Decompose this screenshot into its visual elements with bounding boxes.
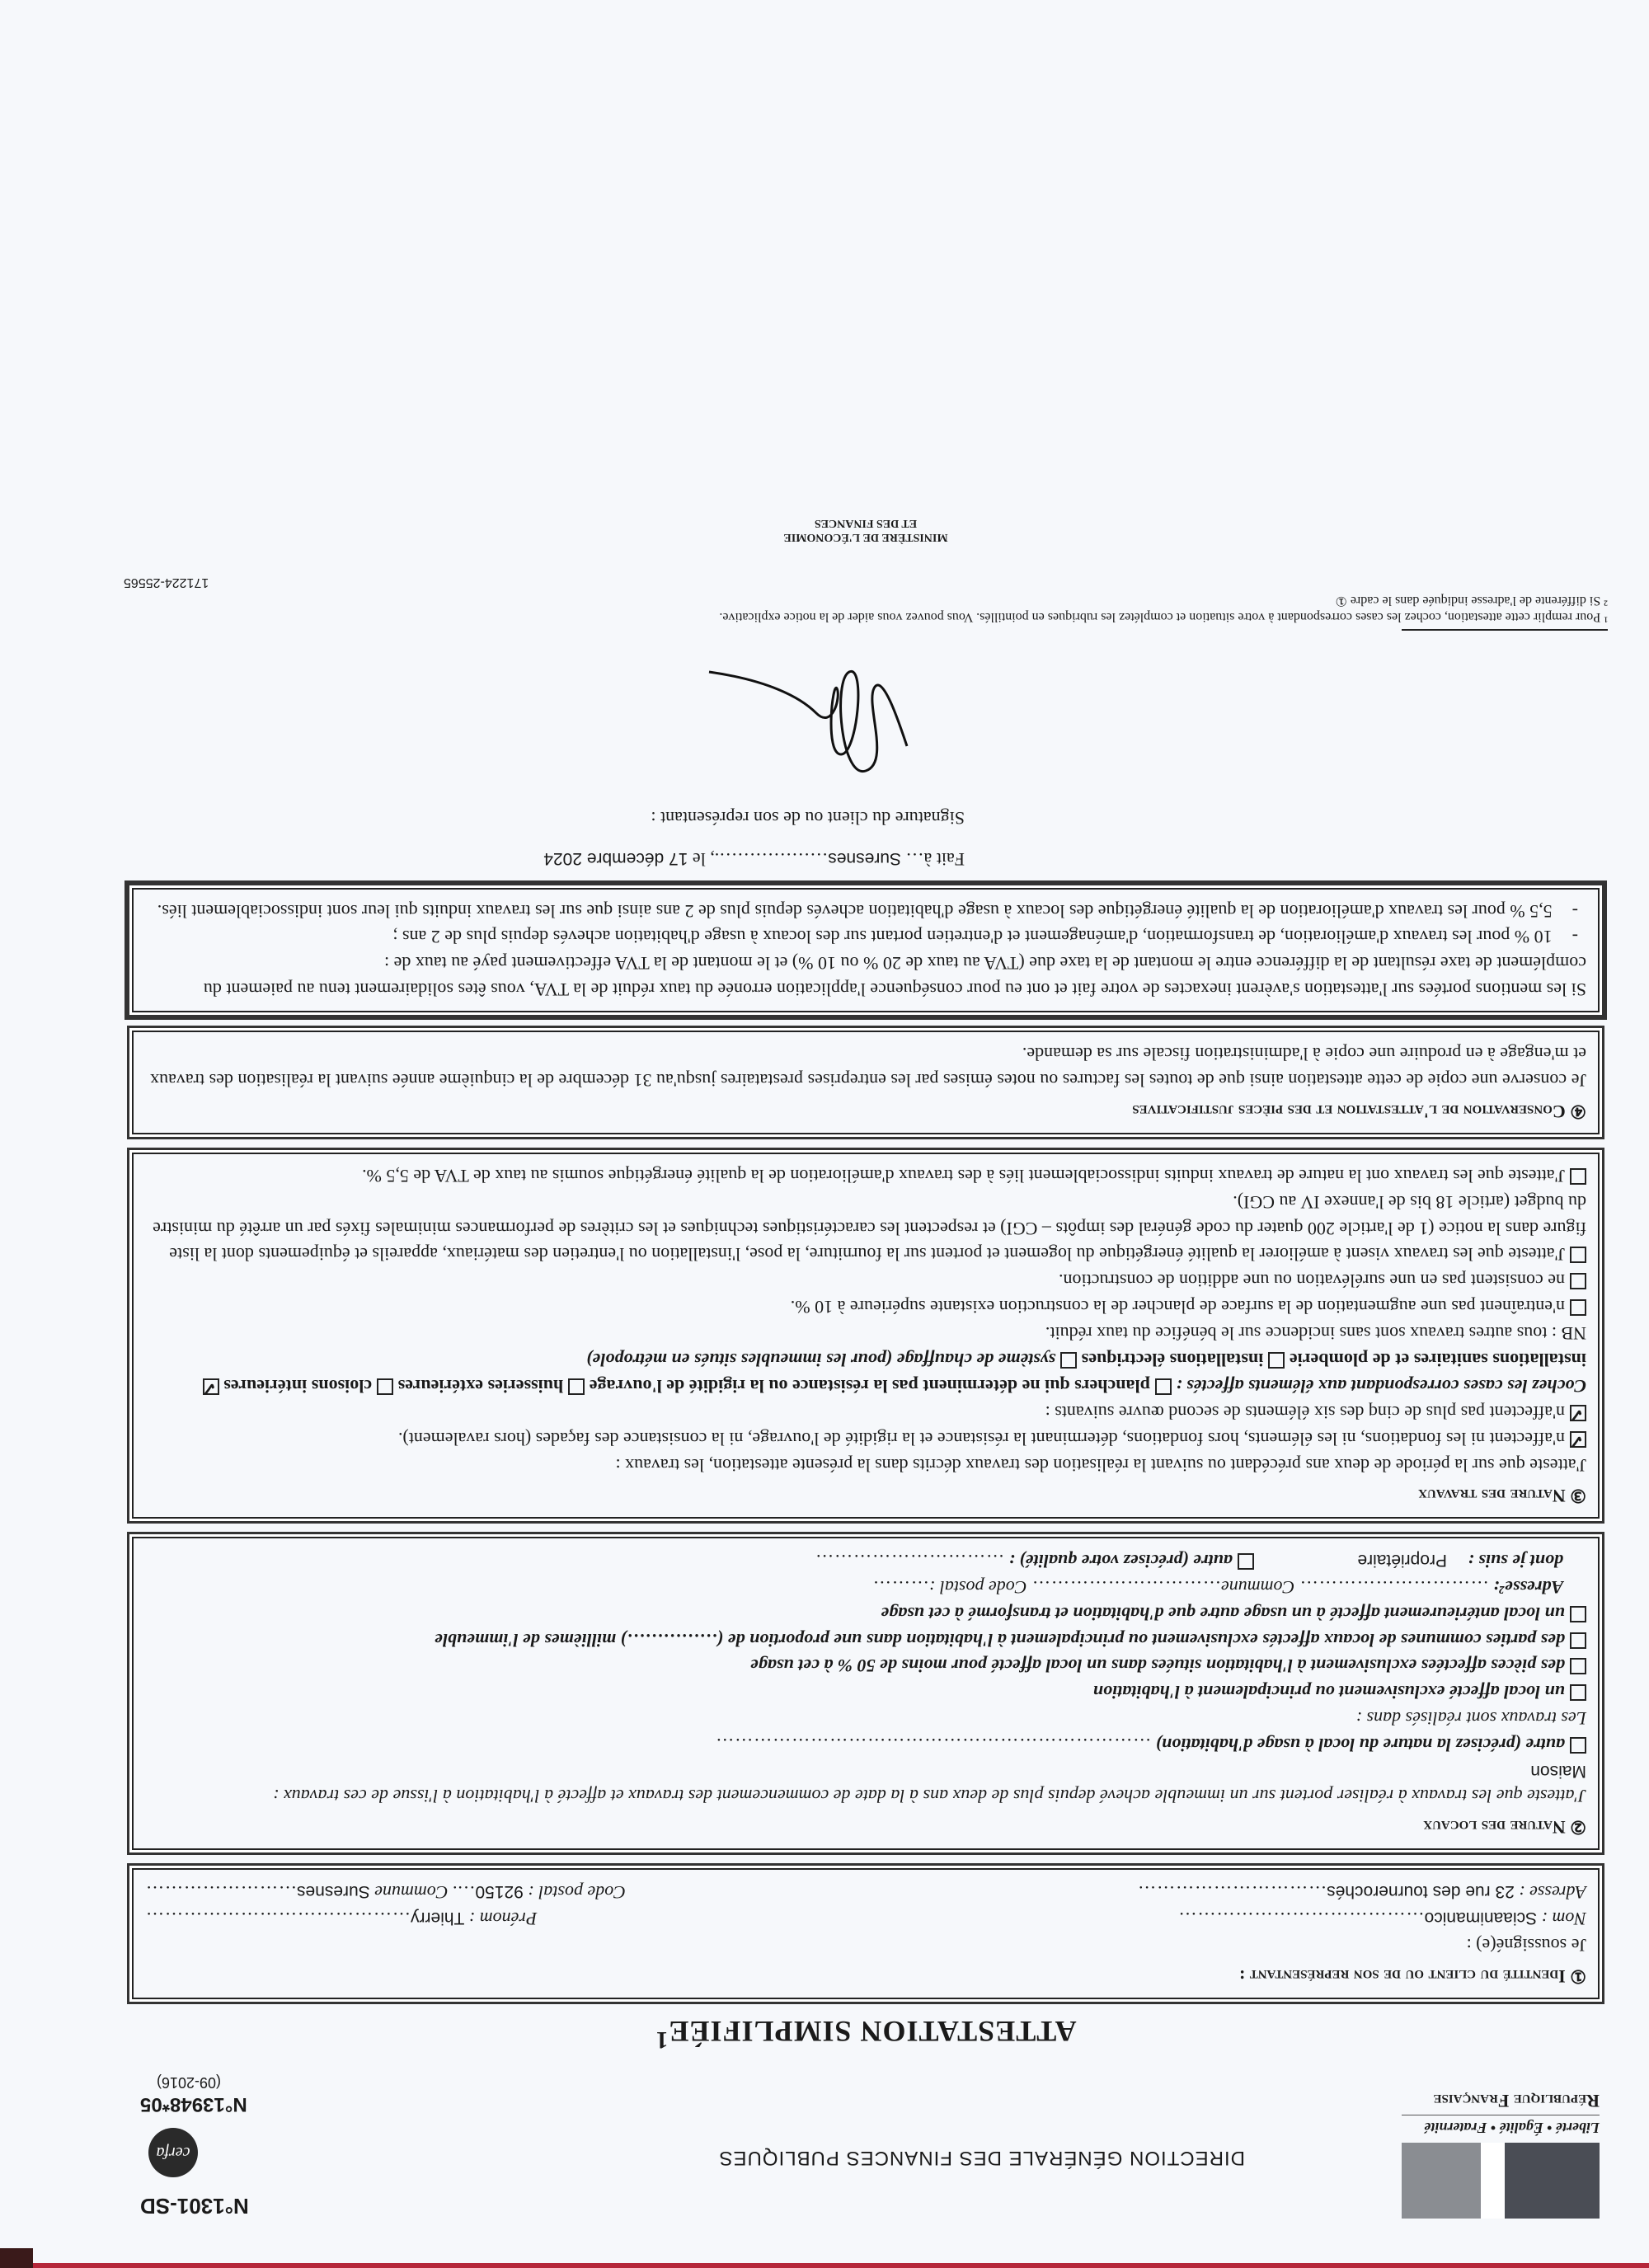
local-option [145,1679,1586,1705]
local-option-checkbox[interactable] [1570,1632,1586,1649]
section2-intro: J'atteste que les travaux à réaliser portent sur un immeuble achevé depuis plus de deux ans à la date de commencement des travaux et affecté à l'habitation à l'issue de ces travaux : [273,1786,1586,1807]
date-field[interactable]: 17 décembre 2024 [543,848,688,868]
local-option-label: des parties communes de locaux affectés exclusivement ou principalement à l'habitation dans une proportion de (……………) millièmes de l'immeuble [435,1629,1565,1651]
form-version: (09-2016) [157,2074,222,2091]
travaux-item [145,1399,1586,1425]
element-label: installations sanitaires et de plomberie [1289,1350,1586,1370]
date-label: le [692,848,706,870]
code-postal2-label: Code postal : [928,1576,1027,1598]
travaux-dans-label: Les travaux sont réalisés dans : [1355,1708,1586,1730]
travaux-item-checkbox[interactable] [1570,1299,1586,1316]
form-number: N°1301-SD [140,2194,249,2219]
footnote-2: ² Si différente de l'adresse indiquée dans le cadre ① [1335,593,1608,608]
autre-local-label: autre (précisez la nature du local à usage d'habitation) [1155,1735,1565,1756]
element-label: huisseries extérieures [397,1375,564,1397]
element-checkbox-huisseries[interactable] [568,1378,585,1395]
local-option-checkbox[interactable] [1570,1658,1586,1674]
prenom-field[interactable]: Thierry [411,1909,465,1928]
local-option [145,1627,1586,1653]
commune2-label: Commune [1220,1576,1295,1598]
page-title [124,2014,1608,2054]
travaux-item-checkbox[interactable] [1570,1273,1586,1289]
travaux-item-label: n'entraînent pas une augmentation de la surface de plancher de la construction existante supérieure à 10 %. [790,1297,1565,1318]
element-label: installations électriques [1081,1350,1264,1370]
signature-area [124,655,1608,870]
section1-title: ① Identité du client ou de son représentant : [1238,1966,1586,1987]
warning-bullet-text: 10 % pour les travaux d'amélioration, de transformation, d'aménagement et d'entretien portant sur des locaux à usage d'habitation achevés depuis plus de 2 ans ; [392,927,1553,948]
travaux-item [145,1294,1586,1320]
warning-bullet-text: 5,5 % pour les travaux d'amélioration de la qualité énergétique des locaux à usage d'habitation achevés depuis plus de 2 ans ainsi que sur les travaux induits qui leur sont indissociablement liés. [157,900,1553,922]
warning-bullet: - 10 % pour les travaux d'amélioration, de transformation, d'aménagement et d'entretien portant sur des locaux à usage d'habitation achevés depuis plus de 2 ans ; [145,924,1586,951]
cerfa-logo-icon: cerfa [148,2128,198,2177]
element-label: planchers qui ne déterminent pas la résistance ou la rigidité de l'ouvrage [589,1375,1150,1397]
ministere-line1: MINISTÈRE DE L'ÉCONOMIE [783,530,948,543]
travaux-item-label: ne consistent pas en une surélévation ou une addition de construction. [1058,1270,1565,1292]
nom-field[interactable]: Sciaanimanico [1424,1909,1538,1928]
warning-intro: Si les mentions portées sur l'attestation s'avèrent inexactes de votre fait et ont eu pour conséquence l'application erronée du taux réduit de la TVA, vous êtes solidairement tenu au paiement du complément de taxe résultant de la différence entre le montant de la taxe due (TVA au taux de 20 % ou 10 %) et le montant de la TVA effectivement payé au taux de : [203,953,1586,1001]
travaux-item-label: J'atteste que les travaux ont la nature de travaux induits indissociablement liés à des travaux d'amélioration de la qualité énergétique soumis au taux de TVA de 5,5 %. [362,1165,1565,1186]
section3-title: ③ Nature des travaux [1418,1486,1586,1507]
local-option-label: un local antérieurement affecté à un usage autre que d'habitation et transformé à cet usage [881,1603,1565,1624]
soussigne-label: Je soussigné(e) : [1466,1935,1586,1956]
signature-label: Signature du client ou de son représentant : [651,807,965,829]
element-label: cloisons intérieures [223,1375,373,1397]
section-nature-travaux [132,1153,1600,1519]
travaux-item-checkbox[interactable] [1570,1247,1586,1263]
warning-box [132,888,1600,1013]
section4-text: Je conserve une copie de cette attestation ainsi que de toutes les factures ou notes émises par les entreprises prestataires jusqu'au 31 décembre de la cinquième année suivant la réalisation des travaux et m'engage à en produire une copie à l'administration fiscale sur sa demande. [150,1044,1586,1091]
cochez-label: Cochez les cases correspondant aux éléments affectés : [1176,1375,1586,1397]
section3-intro: J'atteste que sur la période de deux ans précédant ou suivant la réalisation des travaux décrits dans la présente attestation, les travaux : [615,1454,1586,1476]
section-identite: ① Identité du client ou de son représentant : Je soussigné(e) : Nom : Sciaanimanico………………………………… Prénom : Thierry…………………………………… Adresse : 23 rue des tournerochés………………………… Code postal : 92150…. Commune Suresnes…………………… [132,1868,1600,1999]
element-checkbox-planchers[interactable] [1155,1378,1172,1395]
cerfa-number: N°13948*05 [140,2093,247,2115]
local-option [145,1600,1586,1627]
warning-bullet: - 5,5 % pour les travaux d'amélioration de la qualité énergétique des locaux à usage d'habitation achevés depuis plus de 2 ans ainsi que sur les travaux induits qui leur sont indissociablement liés. [145,898,1586,924]
travaux-item [145,1267,1586,1294]
direction-label: DIRECTION GÉNÉRALE DES FINANCES PUBLIQUES [718,2147,1245,2169]
qualite-field[interactable]: Propriétaire [1357,1550,1447,1570]
republique-name: République Française [1433,2091,1600,2111]
element-label: système de chauffage (pour les immeubles situés en métropole) [586,1350,1056,1370]
ministere-line2: ET DES FINANCES [814,516,918,529]
travaux-item-label: n'affectent pas plus de cinq des six éléments de second œuvre suivants : [1045,1402,1565,1423]
adresse2-field[interactable]: ………………………… [1299,1576,1489,1598]
code-postal-field[interactable]: 92150 [475,1881,524,1901]
travaux-item [145,1189,1586,1268]
local-option-checkbox[interactable] [1570,1606,1586,1622]
reference-code: 171224-25565 [124,575,209,589]
ministere-logo [124,515,1608,543]
element-checkbox-electriques[interactable] [1268,1352,1285,1369]
footnote-1: ¹ Pour remplir cette attestation, cochez les cases correspondant à votre situation et complétez les rubriques en pointillés. Vous pouvez vous aider de la notice explicative. [719,609,1608,624]
title-text: ATTESTATION SIMPLIFIÉE [668,2015,1077,2048]
autre-qualite-label: autre (précisez votre qualité) : [1008,1550,1233,1571]
form-header [124,2062,1608,2252]
fait-label: Fait à [923,848,965,870]
element-checkbox-chauffage[interactable] [1060,1352,1077,1369]
autre-local-checkbox[interactable] [1570,1737,1586,1754]
section4-title: ④ Conservation de l'attestation et des pièces justificatives [1132,1101,1586,1122]
republique-motto: Liberté • Égalité • Fraternité [1402,2115,1600,2136]
travaux-item-label: n'affectent ni les fondations, ni les éléments, hors fondations, déterminant la résistance et la rigidité de l'ouvrage, ni la consistance des façades (hors ravalement). [397,1428,1565,1449]
fait-field[interactable]: Suresnes [828,848,901,868]
code-postal-label: Code postal : [528,1881,626,1903]
title-footnote-ref: 1 [655,2026,669,2054]
element-checkbox-cloisons[interactable] [377,1378,393,1395]
travaux-item-checkbox[interactable] [1570,1168,1586,1185]
local-option [145,1653,1586,1679]
local-option-checkbox[interactable] [1570,1684,1586,1701]
prenom-label: Prénom : [468,1909,538,1930]
element-checkbox-sanitaires[interactable] [203,1378,219,1395]
local-option-label: un local affecté exclusivement ou principalement à l'habitation [1092,1682,1565,1703]
travaux-item-label: J'atteste que les travaux visent à améliorer la qualité énergétique du logement et portent sur la fourniture, la pose, l'installation ou l'entretien des matériaux, appareils et équipements dont la liste figure dans la notice (1 de l'article 200 quater du code général des impôts – CGI) et respectent les caractéristiques techniques et les critères de performances minimales fixés par un arrêté du ministre du budget (article 18 bis de l'annexe IV au CGI). [153,1191,1586,1265]
autre-qualite-checkbox[interactable] [1238,1553,1254,1570]
adresse2-label: Adresse²: [1493,1576,1563,1598]
travaux-item [145,1162,1586,1189]
fait-line: Fait à… Suresnes………………., le 17 décembre 2024 [543,848,965,870]
section-nature-locaux: ② Nature des locaux J'atteste que les travaux à réaliser portent sur un immeuble achevé depuis plus de deux ans à la date de commencement des travaux et affecté à l'habitation à l'issue de ces travaux : Maison autre (précisez la nature du local à usage d'habitation) …………………………………………………………… Les travaux sont réalisés dans : un local affecté exclusivement ou principalement à l'habitation des pièces affectées exclusivement à l'habitation situées dans un local affecté pour moins de 50 % à cet usage des parties communes de locaux affectés exclusivement ou principalement à l'habitation dans une proportion de (……………) millièmes de l'immeuble un local antérieurement affecté à un usage autre que d'habitation et transformé à cet usage Adresse²: ………………………… Commune………………………… Code postal :……… dont je suis : Propriétaire autre (précisez votre qualité) : ………………………… [132,1537,1600,1850]
travaux-item-checkbox[interactable] [1570,1431,1586,1448]
commune2-field[interactable]: ………………………… [1031,1576,1221,1598]
nom-label: Nom : [1541,1909,1586,1930]
commune-field[interactable]: Suresnes [297,1881,370,1901]
nb-note: NB : tous autres travaux sont sans incidence sur le bénéfice du taux réduit. [1045,1323,1586,1345]
section2-title: ② Nature des locaux [1423,1817,1586,1838]
travaux-item-checkbox[interactable] [1570,1405,1586,1421]
adresse-label: Adresse : [1519,1881,1586,1903]
section-conservation [132,1031,1600,1134]
dont-label: dont je suis : [1468,1550,1563,1571]
marianne-logo-icon [1402,2143,1600,2219]
local-option-label: des pièces affectées exclusivement à l'habitation situées dans un local affecté pour moins de 50 % à cet usage [750,1655,1565,1677]
commune-label: Commune [374,1881,449,1903]
travaux-item [145,1425,1586,1452]
local-type-field[interactable]: Maison [1530,1761,1586,1781]
adresse-field[interactable]: 23 rue des tournerochés [1327,1881,1515,1901]
footnotes [124,575,1608,631]
code-postal2-field[interactable]: ……… [871,1576,929,1598]
handwritten-signature-icon[interactable] [701,664,915,779]
